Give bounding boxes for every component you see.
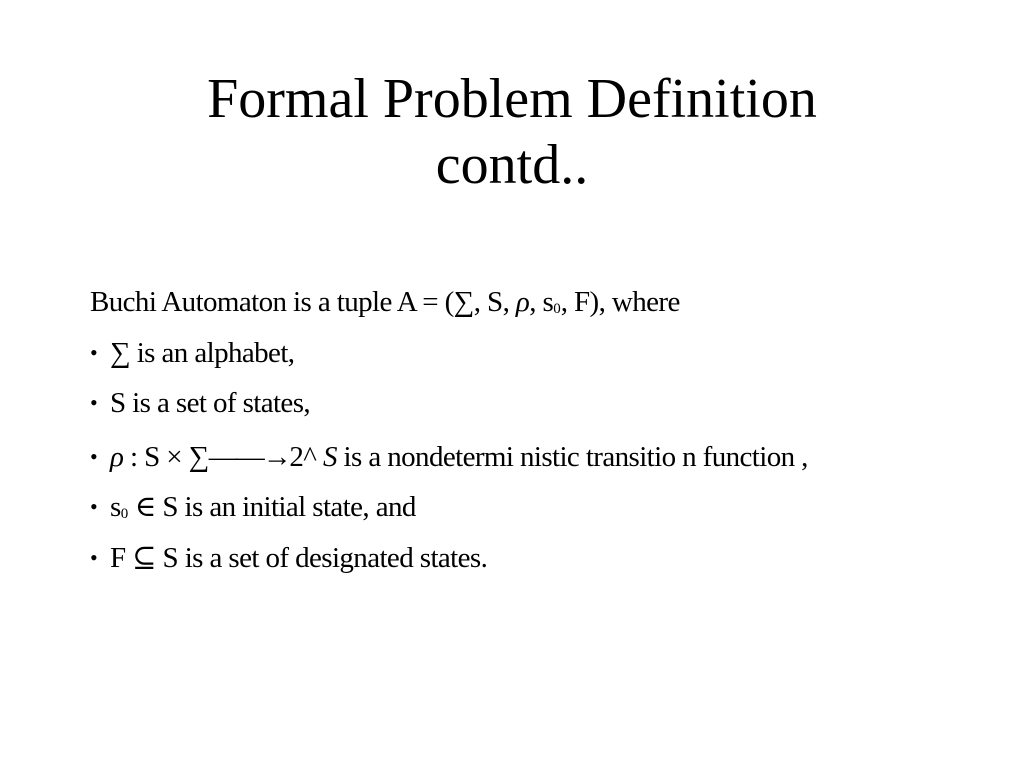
rho-symbol: ρ xyxy=(515,286,530,318)
states-text: S is a set of states, xyxy=(110,387,311,419)
bullet: • xyxy=(90,545,98,570)
definition-text-3: , s xyxy=(529,286,554,318)
arrow-icon: ——→ xyxy=(208,441,290,473)
definition-line xyxy=(90,282,680,329)
definition-text-2: , S, xyxy=(473,286,516,318)
initial-text: ∈ S is an initial state, and xyxy=(128,491,416,523)
bullet: • xyxy=(90,494,98,519)
list-item-states xyxy=(90,383,310,423)
list-item-designated-states xyxy=(90,538,487,578)
transition-text-3: is a nondetermi nistic transitio n function , xyxy=(336,441,808,473)
list-item-initial-state xyxy=(90,487,416,534)
sigma-symbol: ∑ xyxy=(188,441,209,473)
transition-text-2: 2^ xyxy=(282,441,323,473)
subscript-zero: 0 xyxy=(553,301,561,317)
rho-symbol: ρ xyxy=(110,441,124,473)
list-item-alphabet xyxy=(90,333,294,373)
list-item-transition xyxy=(90,437,808,477)
slide-title-line-2: contd.. xyxy=(435,134,589,196)
sigma-symbol: ∑ xyxy=(110,337,131,369)
slide-title-line-1: Formal Problem Definition xyxy=(207,68,817,130)
transition-text-1: : S × xyxy=(123,441,189,473)
definition-text-4: , F), where xyxy=(560,286,680,318)
bullet: • xyxy=(90,390,98,415)
subscript-zero: 0 xyxy=(120,506,129,522)
definition-text-1: Buchi Automaton is a tuple A = ( xyxy=(90,286,454,318)
slide-title xyxy=(0,66,1024,198)
bullet: • xyxy=(90,340,98,365)
sigma-symbol: ∑ xyxy=(453,286,474,318)
bullet: • xyxy=(90,444,98,469)
states-symbol: S xyxy=(322,441,337,473)
designated-text: F ⊆ S is a set of designated states. xyxy=(110,542,488,574)
initial-s: s xyxy=(110,491,121,523)
alphabet-text: is an alphabet, xyxy=(130,337,295,369)
